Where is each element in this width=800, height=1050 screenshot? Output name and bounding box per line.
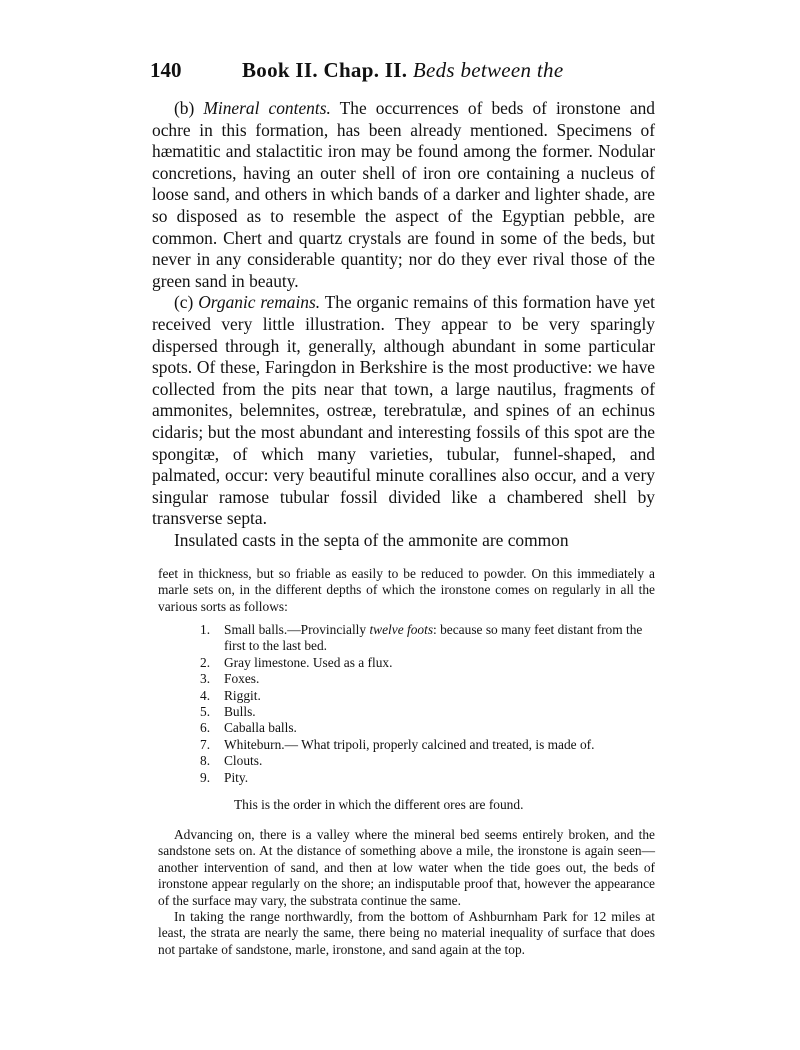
page-number: 140: [150, 58, 182, 82]
ore-text: Foxes.: [224, 671, 260, 687]
ore-text: Pity.: [224, 769, 249, 785]
range-paragraph: In taking the range northwardly, from the bottom of Ashburnham Park for 12 miles at least, the strata are nearly the same, there being no material inequality of surface that does not partake of sandstone, marle, ironstone, and sand again at the top.: [158, 909, 655, 957]
ore-text-after: : because so many feet distant from the first to the last bed.: [224, 622, 643, 654]
list-item: [200, 671, 660, 687]
organic-text: The organic remains of this formation have yet received very little illustration. They appear to be very sparingly dispersed through it, generally, although abundant in some particular spots. Of these, Faringdon in Berkshire is the most productive: we have collected from the pits near that town, a large nautilus, fragments of ammonites, belemnites, ostreæ, terebratulæ, and spines of an echinus cidaris; but the most abundant and interesting fossils of this spot are the spongitæ, of which many varieties, tubular, funnel-shaped, and palmated, occur: very beautiful minute corallines also occur, and a very singular ramose tubular fossil divided like a chambered shell by transverse septa.: [152, 292, 655, 529]
list-item: [200, 655, 660, 671]
list-item: [200, 622, 660, 655]
footnote-continuation: [158, 827, 655, 958]
mineral-heading: Mineral contents.: [203, 98, 331, 118]
organic-label: (c): [174, 292, 194, 313]
list-item: [200, 688, 660, 704]
section-title: Beds between the: [412, 58, 564, 82]
ore-italic-term: twelve foots: [369, 622, 434, 637]
organic-heading: Organic remains.: [198, 292, 321, 313]
ore-number: 1.: [200, 622, 211, 637]
running-head: [150, 58, 670, 88]
ore-order-note: This is the order in which the different ores are found.: [234, 797, 524, 812]
mineral-label: (b): [174, 98, 195, 118]
list-item: [200, 753, 660, 769]
ore-text: Whiteburn.— What tripoli, properly calcined and treated, is made of.: [224, 736, 595, 752]
footnote-intro: [158, 566, 655, 615]
list-item: [200, 720, 660, 736]
chapter-heading: [242, 58, 563, 83]
list-item: [200, 737, 660, 753]
ore-number: 3.: [200, 671, 211, 687]
ore-number: 8.: [200, 753, 211, 769]
ore-number: 9.: [200, 769, 211, 785]
advancing-paragraph: Advancing on, there is a valley where the mineral bed seems entirely broken, and the sandstone sets on. At the distance of something above a mile, the ironstone is again seen—another intervention of sand, and then at low water when the tide goes out, the beds of ironstone appear regularly on the shore; an indisputable proof that, however the appearance of the surface may vary, the substrata continue the same.: [158, 827, 655, 908]
ore-text: Small balls.—Provincially: [224, 622, 370, 637]
ore-text: Clouts.: [224, 753, 263, 769]
ore-list: [200, 622, 660, 786]
organic-remains-paragraph: [152, 292, 655, 530]
ore-text: Caballa balls.: [224, 720, 297, 736]
list-item: [200, 704, 660, 720]
ore-text: Bulls.: [224, 704, 256, 720]
ore-number: 7.: [200, 736, 211, 752]
ore-number: 4.: [200, 687, 211, 703]
list-item: [200, 770, 660, 786]
main-text-body: [152, 98, 655, 551]
book-chapter-title: Book II. Chap. II.: [242, 58, 408, 82]
insulated-casts-paragraph: Insulated casts in the septa of the ammonite are common: [174, 529, 569, 550]
ore-text: Riggit.: [224, 687, 261, 703]
ore-number: 2.: [200, 654, 211, 670]
footnote-intro-text: feet in thickness, but so friable as easily to be reduced to powder. On this immediately a marle sets on, in the different depths of which the ironstone comes on regularly in all the various sorts as follows:: [158, 566, 655, 614]
mineral-contents-paragraph: [152, 98, 655, 292]
ore-number: 5.: [200, 704, 211, 720]
ore-number: 6.: [200, 720, 211, 736]
mineral-text: The occurrences of beds of ironstone and ochre in this formation, has been already mentioned. Specimens of hæmatitic and stalactitic iron may be found among the former. Nodular concretions, having an outer shell of iron ore containing a nucleus of loose sand, and others in which bands of a darker and lighter shade, are so disposed as to resemble the aspect of the Egyptian pebble, are common. Chert and quartz crystals are found in some of the beds, but never in any considerable quantity; nor do they ever rival those of the green sand in beauty.: [152, 98, 655, 291]
ore-text: Gray limestone. Used as a flux.: [224, 654, 393, 670]
